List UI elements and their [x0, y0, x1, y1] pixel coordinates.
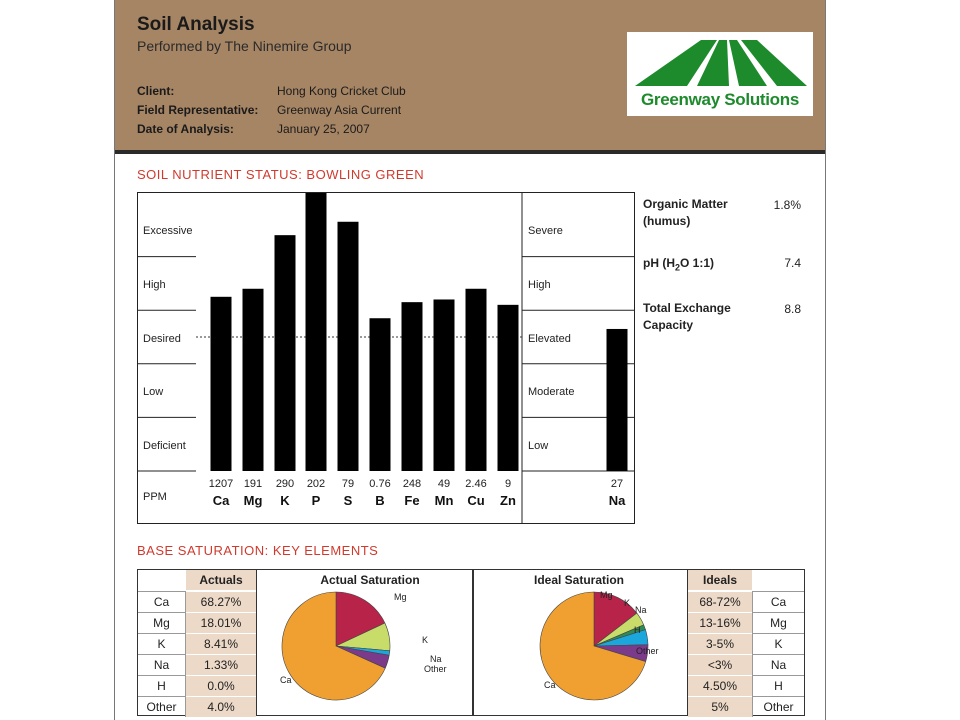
level-label-left: Desired: [143, 332, 181, 345]
date-value: January 25, 2007: [277, 122, 370, 136]
client-row: [137, 84, 406, 98]
ideals-panel: [473, 569, 805, 716]
element-symbol-Mn: Mn: [434, 493, 454, 508]
ppm-value-Ca: 1207: [208, 478, 234, 490]
level-label-right: High: [528, 279, 551, 292]
field-rep-row: [137, 103, 401, 117]
actual-label-na: Na: [430, 654, 442, 664]
level-label-right: Low: [528, 439, 549, 452]
ppm-value-K: 290: [275, 478, 295, 490]
bar-Na: [607, 329, 628, 471]
actual-element-cell: Other: [138, 696, 186, 717]
bar-B: [370, 318, 391, 471]
ideal-value-cell: <3%: [688, 654, 752, 675]
ideal-label-h: H: [634, 625, 641, 635]
level-label-left: Deficient: [143, 439, 186, 452]
element-symbol-Fe: Fe: [404, 493, 420, 508]
actuals-table-divider: [256, 570, 257, 715]
ideal-saturation-pie: [484, 588, 684, 713]
field-rep-value: Greenway Asia Current: [277, 103, 402, 117]
ideal-label-k: K: [624, 598, 631, 608]
organic-matter-value: 1.8%: [773, 198, 801, 212]
actual-element-cell: Ca: [138, 591, 186, 612]
ideal-element-cell: Ca: [752, 591, 804, 612]
bar-Fe: [402, 302, 423, 471]
level-label-right: Moderate: [528, 386, 575, 399]
ph-label: pH ($H_2O$ 1:1): [643, 256, 715, 273]
report-page: [114, 0, 826, 720]
element-symbol-K: K: [280, 493, 290, 508]
ideal-label-na: Na: [635, 605, 647, 615]
actual-value-cell: 4.0%: [186, 696, 256, 717]
client-label: Client:: [137, 84, 175, 98]
report-title: Soil Analysis: [137, 14, 255, 35]
ppm-value-Mg: 191: [243, 478, 263, 490]
ideal-element-cell: Na: [752, 654, 804, 675]
ppm-value-B: 0.76: [369, 478, 391, 490]
base-saturation-title: BASE SATURATION: KEY ELEMENTS: [137, 543, 379, 558]
report-header: [115, 0, 825, 154]
element-symbol-Mg: Mg: [243, 493, 263, 508]
actual-element-cell: H: [138, 675, 186, 696]
bar-P: [306, 193, 327, 471]
report-subtitle: Performed by The Ninemire Group: [137, 38, 352, 54]
ppm-value-Cu: 2.46: [465, 478, 487, 490]
actual-label-other: Other: [424, 664, 447, 674]
ideal-pie-title: Ideal Saturation: [533, 573, 625, 587]
client-value: Hong Kong Cricket Club: [277, 84, 406, 98]
bar-Zn: [498, 305, 519, 471]
nutrient-chart: [137, 192, 635, 524]
ppm-value-Fe: 248: [402, 478, 422, 490]
actuals-panel: [137, 569, 473, 716]
greenway-logo: [627, 32, 813, 116]
ideal-value-cell: 68-72%: [688, 591, 752, 612]
ppm-value-Zn: 9: [504, 478, 512, 490]
actual-value-cell: 18.01%: [186, 612, 256, 633]
level-label-left: Low: [143, 386, 164, 399]
organic-matter-label: Organic Matter (humus): [643, 197, 728, 228]
actuals-header: Actuals: [186, 570, 256, 590]
level-label-right: Elevated: [528, 332, 571, 345]
actual-saturation-pie: [272, 588, 472, 713]
ph-value: 7.4: [784, 256, 801, 270]
exchange-capacity-label: Total Exchange Capacity: [643, 301, 731, 332]
bar-Mg: [243, 289, 264, 471]
ppm-value-Mn: 49: [437, 478, 451, 490]
ideals-header: Ideals: [688, 570, 752, 590]
actual-value-cell: 8.41%: [186, 633, 256, 654]
ideal-label-ca: Ca: [544, 680, 556, 690]
actual-label-mg: Mg: [394, 592, 407, 602]
ideal-element-cell: Mg: [752, 612, 804, 633]
element-symbol-Na: Na: [608, 493, 626, 508]
road-logo-icon: [627, 32, 813, 90]
ideal-value-cell: 4.50%: [688, 675, 752, 696]
element-symbol-Ca: Ca: [212, 493, 230, 508]
nutrient-section-title: SOIL NUTRIENT STATUS: BOWLING GREEN: [137, 167, 425, 182]
level-label-left: High: [143, 279, 166, 292]
actual-value-cell: 68.27%: [186, 591, 256, 612]
actual-element-cell: Na: [138, 654, 186, 675]
bar-Cu: [466, 289, 487, 471]
ppm-label: PPM: [143, 491, 167, 503]
bar-Mn: [434, 299, 455, 471]
ppm-value-P: 202: [306, 478, 326, 490]
actual-element-cell: Mg: [138, 612, 186, 633]
ideal-label-mg: Mg: [600, 590, 613, 600]
bar-Ca: [211, 297, 232, 471]
date-row: [137, 122, 370, 136]
ideal-value-cell: 5%: [688, 696, 752, 717]
ideal-label-other: Other: [636, 646, 659, 656]
element-symbol-B: B: [375, 493, 385, 508]
ideal-element-cell: Other: [752, 696, 804, 717]
ideals-table-divider: [687, 570, 688, 715]
element-symbol-S: S: [343, 493, 353, 508]
element-symbol-Zn: Zn: [500, 493, 516, 508]
level-label-right: Severe: [528, 225, 563, 238]
ideal-element-cell: H: [752, 675, 804, 696]
ideal-value-cell: 13-16%: [688, 612, 752, 633]
exchange-capacity-value: 8.8: [784, 302, 801, 316]
date-label: Date of Analysis:: [137, 122, 234, 136]
element-symbol-Cu: Cu: [467, 493, 485, 508]
ppm-value-Na: 27: [610, 478, 624, 490]
element-symbol-P: P: [311, 493, 321, 508]
bar-K: [275, 235, 296, 471]
actual-label-k: K: [422, 635, 429, 645]
actual-element-cell: K: [138, 633, 186, 654]
ideal-value-cell: 3-5%: [688, 633, 752, 654]
level-label-left: Excessive: [143, 225, 193, 238]
actual-value-cell: 1.33%: [186, 654, 256, 675]
ideal-element-cell: K: [752, 633, 804, 654]
ppm-value-S: 79: [341, 478, 355, 490]
logo-text: Greenway Solutions: [640, 90, 800, 109]
actual-value-cell: 0.0%: [186, 675, 256, 696]
nutrient-bar-chart: [138, 193, 634, 523]
bar-S: [338, 222, 359, 471]
actual-label-ca: Ca: [280, 675, 292, 685]
actual-pie-title: Actual Saturation: [320, 573, 420, 587]
field-rep-label: Field Representative:: [137, 103, 259, 117]
